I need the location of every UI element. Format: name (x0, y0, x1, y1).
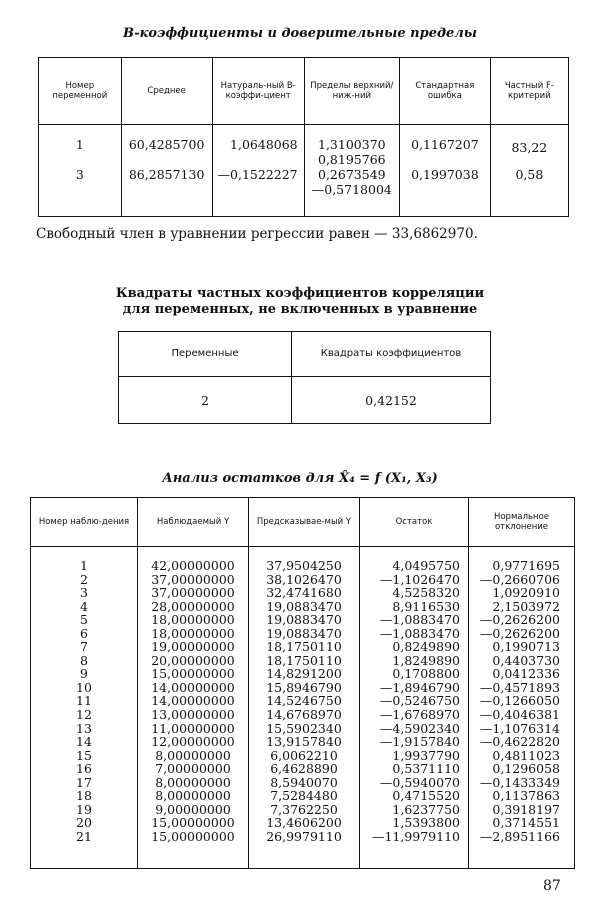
page-number: 87 (543, 878, 561, 894)
table-cell: 0,2673549 (318, 167, 386, 182)
table-cell: —0,4571893 (479, 679, 560, 695)
table-cell: 37,00000000 (151, 571, 235, 587)
table-cell: 7,3762250 (270, 801, 338, 817)
table-cell: 0,1990713 (492, 639, 560, 655)
table-cell: —0,1433349 (479, 774, 560, 790)
table-cell: 7 (80, 639, 88, 655)
table1-title-text: B-коэффициенты и доверительные пределы (122, 26, 478, 41)
table-cell: 0,4811023 (492, 747, 560, 763)
col-header-squares: Квадраты коэффициентов (292, 332, 491, 377)
table-cell: 3 (80, 585, 88, 601)
table-cell: 12,00000000 (151, 734, 235, 750)
table-cell: 0,3918197 (492, 801, 560, 817)
predicted-column (249, 547, 360, 869)
table-cell: 19 (76, 801, 92, 817)
table-cell: 0,4403730 (492, 652, 560, 668)
table-cell: —1,0883470 (379, 625, 460, 641)
table-cell: 0,8249890 (392, 639, 460, 655)
table3-title (0, 471, 600, 486)
table-cell: —0,2626200 (479, 612, 560, 628)
residuals-table (30, 497, 575, 869)
table-cell: 15,00000000 (151, 666, 235, 682)
table-cell: 15,8946790 (266, 679, 342, 695)
b-coef-cell (212, 125, 304, 217)
table-cell: 38,1026470 (266, 571, 342, 587)
table-cell: 0,1137863 (492, 788, 560, 804)
table-cell: 6 (80, 625, 88, 641)
table-cell: 6,4628890 (270, 761, 338, 777)
residual-column (360, 547, 469, 869)
table-cell: 14,00000000 (151, 679, 235, 695)
col-header-normal-deviation: Нормальное отклонение (469, 498, 575, 547)
table-cell: 28,00000000 (151, 598, 235, 614)
table-cell: 37,00000000 (151, 585, 235, 601)
table-cell: 3 (75, 167, 84, 182)
col-header-observed: Наблюдаемый Y (138, 498, 249, 547)
table-cell: 8 (80, 652, 88, 668)
table-cell: —1,1076314 (479, 720, 560, 736)
table-cell: 0,3714551 (492, 815, 560, 831)
table-cell: —0,2626200 (479, 625, 560, 641)
table-cell: 8,5940070 (270, 774, 338, 790)
table-cell: 0,1296058 (492, 761, 560, 777)
col-header-std-error: Стандартная ошибка (399, 58, 490, 125)
col-header-var-number: Номер переменной (39, 58, 122, 125)
table-cell: 20,00000000 (151, 652, 235, 668)
table-cell: —1,1026470 (379, 571, 460, 587)
table-cell: 1 (75, 137, 84, 152)
table-cell: 20 (76, 815, 92, 831)
table-cell: —1,9157840 (379, 734, 460, 750)
table-cell: 4 (80, 598, 88, 614)
table-cell: 10 (76, 679, 92, 695)
table-cell: —0,4622820 (479, 734, 560, 750)
std-error-cell (399, 125, 490, 217)
table-cell: —0,4046381 (479, 707, 560, 723)
table-cell: 1,0920910 (492, 585, 560, 601)
col-header-b-coef: Натураль-ный B-коэффи-циент (212, 58, 304, 125)
table-cell: 0,1167207 (411, 137, 479, 152)
table-cell: 2 (201, 392, 209, 408)
col-header-f-criterion: Частный F-критерий (490, 58, 568, 125)
col-header-predicted: Предсказывае-мый Y (249, 498, 360, 547)
table2-title (0, 286, 600, 318)
table-cell: 13,00000000 (151, 707, 235, 723)
table-cell: 12 (76, 707, 92, 723)
table-cell: 4,5258320 (392, 585, 460, 601)
f-criterion-cell (490, 125, 568, 217)
table-cell: 1 (80, 558, 88, 573)
table-cell: —0,5940070 (379, 774, 460, 790)
table-cell: 14,6768970 (266, 707, 342, 723)
table-cell: —11,9979110 (371, 828, 460, 844)
table-cell: 21 (76, 828, 92, 844)
table-cell: 11 (76, 693, 92, 709)
normal-deviation-column (469, 547, 575, 869)
observed-column (138, 547, 249, 869)
table-cell: 7,00000000 (155, 761, 231, 777)
coefficients-table (38, 57, 569, 217)
table-cell: 0,1997038 (411, 167, 479, 182)
col-header-variables: Переменные (119, 332, 292, 377)
table-cell: 42,00000000 (151, 558, 235, 573)
table-cell: 13 (76, 720, 92, 736)
table-cell: 9,00000000 (155, 801, 231, 817)
table-cell: 13,4606200 (266, 815, 342, 831)
table-cell: 1,0648068 (230, 137, 298, 152)
table-cell: 60,4285700 (128, 137, 205, 152)
col-header-residual: Остаток (360, 498, 469, 547)
col-header-mean: Среднее (121, 58, 212, 125)
table-cell: 37,9504250 (266, 558, 342, 573)
table-cell: 0,42152 (292, 377, 491, 424)
table-cell: —4,5902340 (379, 720, 460, 736)
obs-number-column (31, 547, 138, 869)
table-cell: —0,2660706 (479, 571, 560, 587)
table-cell: 7,5284480 (270, 788, 338, 804)
table-cell: 1,3100370 (318, 137, 386, 152)
table-cell: 1,6237750 (392, 801, 460, 817)
table-cell: 18 (76, 788, 92, 804)
table-cell: 4,0495750 (392, 558, 460, 573)
table-cell: 19,00000000 (151, 639, 235, 655)
table-cell: 15 (76, 747, 92, 763)
table-cell: 26,9979110 (266, 828, 342, 844)
table-cell: 0,5371110 (392, 761, 460, 777)
var-number-cell (39, 125, 122, 217)
table-cell: 9 (80, 666, 88, 682)
correlation-table (118, 331, 491, 424)
table-cell: 8,00000000 (155, 774, 231, 790)
table-cell: —0,5246750 (379, 693, 460, 709)
table-cell: 16 (76, 761, 92, 777)
table-cell: 18,1750110 (266, 639, 342, 655)
table-cell: 15,00000000 (151, 828, 235, 844)
table-cell: 0,58 (515, 167, 544, 182)
table-cell: 8,9116530 (392, 598, 460, 614)
table-cell: 1,8249890 (392, 652, 460, 668)
col-header-limits: Пределы верхний/ниж-ний (304, 58, 399, 125)
regression-footnote: Свободный член в уравнении регрессии равен — 33,6862970. (36, 226, 478, 242)
table-cell: 18,1750110 (266, 652, 342, 668)
table-cell: 18,00000000 (151, 612, 235, 628)
table-cell: 8,00000000 (155, 788, 231, 804)
table-cell: 0,1708800 (392, 666, 460, 682)
table-cell: 83,22 (511, 140, 548, 155)
table-cell: —1,0883470 (379, 612, 460, 628)
table-cell: 14,8291200 (266, 666, 342, 682)
table-cell: 14,00000000 (151, 693, 235, 709)
table-cell: 2,1503972 (492, 598, 560, 614)
table-cell: 8,00000000 (155, 747, 231, 763)
table-cell: —0,1266050 (479, 693, 560, 709)
table-cell: 1,9937790 (392, 747, 460, 763)
table-cell: 19,0883470 (266, 612, 342, 628)
table-cell: 13,9157840 (266, 734, 342, 750)
limits-cell (304, 125, 399, 217)
table-cell: 17 (76, 774, 92, 790)
table-cell: —2,8951166 (479, 828, 560, 844)
table-cell: 19,0883470 (266, 598, 342, 614)
table-cell: 6,0062210 (270, 747, 338, 763)
table-cell: —0,5718004 (311, 182, 392, 197)
table2-title-line1: Квадраты частных коэффициентов корреляции (115, 286, 485, 301)
table-cell: 0,9771695 (492, 558, 560, 573)
table-cell: —1,6768970 (379, 707, 460, 723)
table-cell: —0,1522227 (217, 167, 298, 182)
table-cell: 0,4715520 (392, 788, 460, 804)
mean-cell (121, 125, 212, 217)
table-cell: —1,8946790 (379, 679, 460, 695)
table-cell: 0,0412336 (492, 666, 560, 682)
table-cell: 15,5902340 (266, 720, 342, 736)
table-cell: 18,00000000 (151, 625, 235, 641)
table-cell: 11,00000000 (151, 720, 235, 736)
table-cell: 19,0883470 (266, 625, 342, 641)
table-cell: 5 (80, 612, 88, 628)
table-cell: 14,5246750 (266, 693, 342, 709)
table-cell: 86,2857130 (128, 167, 205, 182)
table-cell: 2 (80, 571, 88, 587)
col-header-obs-number: Номер наблю-дения (31, 498, 138, 547)
table2-title-line2: для переменных, не включенных в уравнение (122, 302, 478, 317)
table-cell: 14 (76, 734, 92, 750)
table-cell: 0,8195766 (318, 152, 386, 167)
table1-title (0, 26, 600, 41)
table3-title-text: Анализ остатков для X̂₄ = f (X₁, X₃) (162, 471, 438, 486)
table-cell: 15,00000000 (151, 815, 235, 831)
table-cell: 32,4741680 (266, 585, 342, 601)
table-cell: 1,5393800 (392, 815, 460, 831)
